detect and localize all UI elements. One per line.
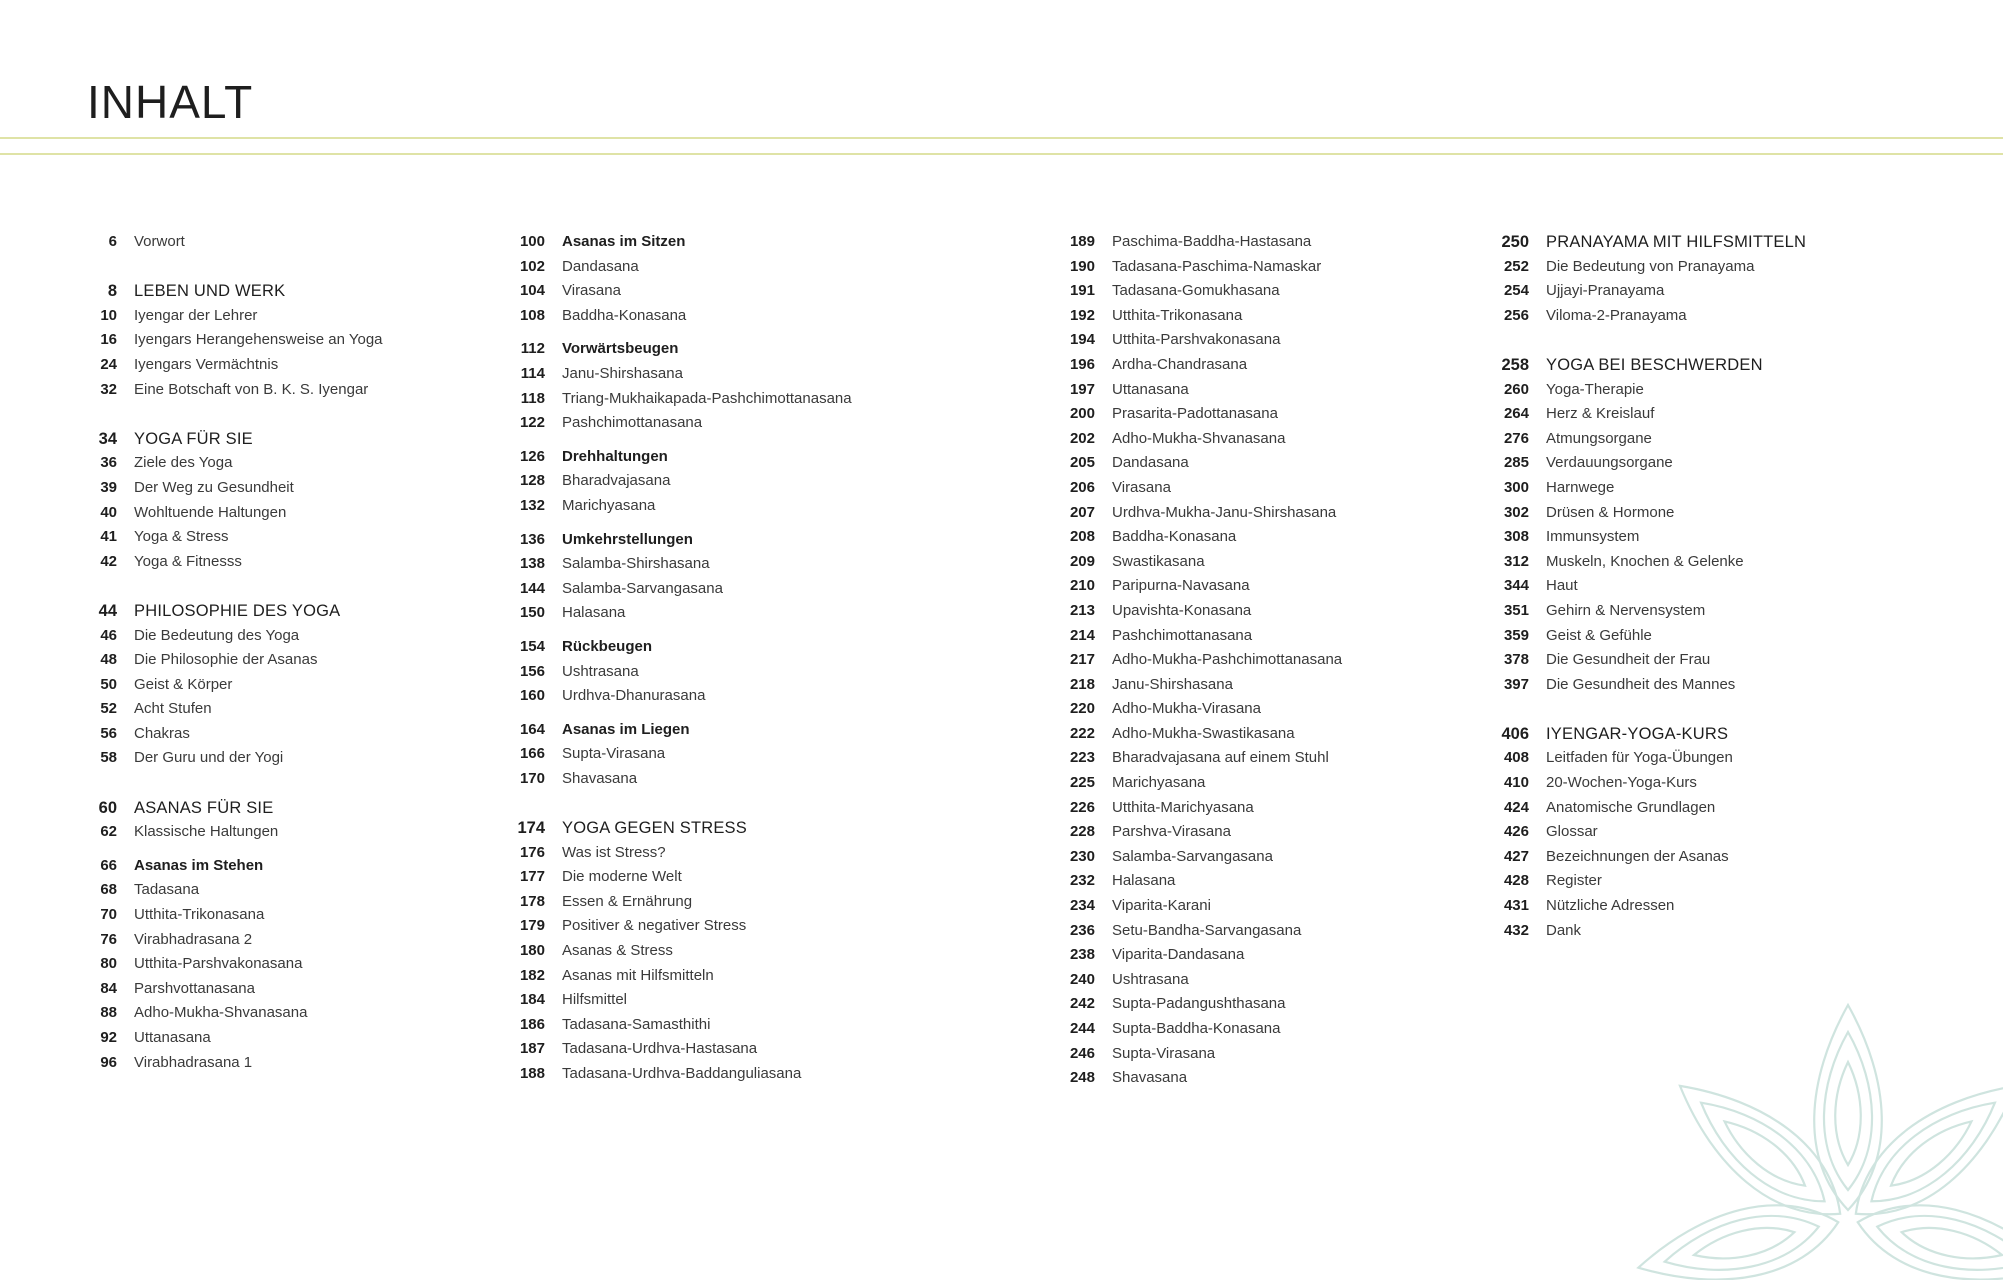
toc-label: Upavishta-Konasana: [1112, 601, 1252, 619]
toc-label: Paripurna-Navasana: [1112, 577, 1250, 595]
toc-label: Dandasana: [562, 257, 639, 275]
toc-page-number: 62: [100, 823, 117, 841]
toc-label: Adho-Mukha-Shvanasana: [134, 1004, 308, 1022]
toc-label: Bharadvajasana: [562, 472, 671, 490]
toc-label: Viparita-Karani: [1112, 897, 1211, 915]
toc-label: Yoga-Therapie: [1546, 380, 1644, 398]
toc-page-number: 154: [519, 637, 545, 655]
toc-label: Herz & Kreislauf: [1546, 405, 1655, 423]
toc-page-number: 236: [1069, 921, 1095, 939]
toc-label: Die Bedeutung des Yoga: [134, 626, 300, 644]
toc-page-number: 256: [1503, 306, 1529, 324]
toc-label: Parshvottanasana: [134, 979, 255, 997]
toc-page-number: 150: [519, 604, 545, 622]
toc-label: Die Gesundheit des Mannes: [1546, 675, 1736, 693]
toc-page-number: 210: [1069, 577, 1095, 595]
toc-label: Viparita-Dandasana: [1112, 946, 1245, 964]
toc-page-number: 359: [1503, 626, 1529, 644]
toc-page-number: 424: [1503, 798, 1529, 816]
toc-page-number: 44: [98, 601, 117, 620]
toc-label: LEBEN UND WERK: [134, 282, 286, 301]
toc-label: Setu-Bandha-Sarvangasana: [1112, 921, 1302, 939]
toc-label: Paschima-Baddha-Hastasana: [1112, 233, 1312, 250]
toc-label: Eine Botschaft von B. K. S. Iyengar: [134, 380, 369, 398]
toc-label: Bharadvajasana auf einem Stuhl: [1112, 749, 1329, 767]
toc-page-number: 351: [1503, 601, 1529, 619]
toc-label: Urdhva-Mukha-Janu-Shirshasana: [1112, 503, 1337, 521]
toc-page-number: 10: [100, 306, 117, 324]
toc-page-number: 196: [1069, 355, 1095, 373]
toc-label: Asanas im Sitzen: [562, 233, 686, 250]
toc-label: Marichyasana: [1112, 774, 1206, 792]
toc-page-number: 179: [519, 917, 545, 935]
header-rule-top: [0, 137, 2003, 139]
toc-label: Pashchimottanasana: [562, 414, 703, 432]
toc-page-number: 126: [519, 447, 545, 465]
toc-page-number: 186: [519, 1015, 545, 1033]
toc-label: Parshva-Virasana: [1112, 823, 1231, 841]
toc-label: Atmungsorgane: [1546, 429, 1652, 447]
toc-label: Iyengars Herangehensweise an Yoga: [134, 331, 383, 349]
toc-page-number: 108: [519, 306, 545, 324]
toc-page-number: 52: [100, 700, 117, 718]
toc-page-number: 209: [1069, 552, 1095, 570]
toc-page-number: 238: [1069, 946, 1095, 964]
toc-page-number: 96: [100, 1053, 117, 1071]
toc-page-number: 176: [519, 843, 545, 861]
toc-page-number: 200: [1069, 405, 1095, 423]
toc-page-number: 100: [519, 233, 545, 250]
toc-page-number: 187: [519, 1040, 545, 1058]
toc-page-number: 194: [1069, 331, 1095, 349]
toc-page-number: 48: [100, 651, 117, 669]
toc-page-number: 16: [100, 331, 117, 349]
toc-label: Muskeln, Knochen & Gelenke: [1546, 552, 1744, 570]
toc-label: Pashchimottanasana: [1112, 626, 1253, 644]
toc-label: IYENGAR-YOGA-KURS: [1546, 724, 1729, 743]
toc-label: Swastikasana: [1112, 552, 1205, 570]
toc-page-number: 222: [1069, 724, 1095, 742]
toc-page-number: 136: [519, 530, 545, 548]
toc-label: Viloma-2-Pranayama: [1546, 306, 1687, 324]
toc-label: Acht Stufen: [134, 700, 212, 718]
toc-page-number: 232: [1069, 872, 1095, 890]
toc-page-number: 344: [1503, 577, 1529, 595]
toc-label: Register: [1546, 872, 1602, 890]
toc-page-number: 258: [1501, 355, 1529, 374]
toc-label: Drehhaltungen: [562, 447, 668, 465]
toc-page-number: 225: [1069, 774, 1095, 792]
toc-label: Tadasana-Paschima-Namaskar: [1112, 257, 1322, 275]
toc-label: Glossar: [1546, 823, 1598, 841]
toc-label: Die Gesundheit der Frau: [1546, 651, 1711, 669]
toc-page-number: 312: [1503, 552, 1529, 570]
toc-page-number: 180: [519, 942, 545, 960]
toc-page-number: 104: [519, 282, 545, 300]
toc-page-number: 39: [100, 478, 117, 496]
toc-label: Utthita-Trikonasana: [1112, 306, 1243, 324]
toc-label: YOGA GEGEN STRESS: [562, 819, 747, 838]
toc-page-number: 189: [1069, 233, 1095, 250]
toc-page-number: 112: [520, 340, 545, 358]
toc-page-number: 34: [98, 429, 117, 448]
toc-page-number: 218: [1069, 675, 1095, 693]
toc-label: Asanas & Stress: [562, 942, 673, 960]
toc-label: Iyengars Vermächtnis: [134, 355, 279, 373]
toc-page-number: 122: [519, 414, 545, 432]
toc-page-number: 156: [519, 662, 545, 680]
toc-label: Salamba-Sarvangasana: [1112, 847, 1273, 865]
toc-page-number: 114: [520, 364, 545, 382]
toc-label: Yoga & Stress: [134, 528, 229, 546]
toc-page-number: 118: [520, 389, 545, 407]
toc-page-number: 191: [1069, 282, 1095, 300]
toc-page-number: 178: [519, 892, 545, 910]
toc-label: Immunsystem: [1546, 528, 1640, 546]
toc-label: Tadasana-Urdhva-Hastasana: [562, 1040, 758, 1058]
toc-page-number: 84: [100, 979, 117, 997]
toc-page-number: 144: [519, 579, 545, 597]
toc-page-number: 197: [1069, 380, 1095, 398]
toc-label: Virabhadrasana 1: [134, 1053, 253, 1071]
toc-label: Utthita-Trikonasana: [134, 906, 265, 924]
toc-page-number: 432: [1503, 921, 1529, 939]
toc-label: Was ist Stress?: [562, 843, 666, 861]
toc-label: Prasarita-Padottanasana: [1112, 405, 1278, 423]
toc-page-number: 58: [100, 749, 117, 767]
toc-page-number: 41: [100, 528, 117, 546]
toc-label: Umkehrstellungen: [562, 530, 693, 548]
toc-label: Tadasana-Urdhva-Baddanguliasana: [562, 1065, 802, 1082]
toc-page-number: 285: [1503, 454, 1529, 472]
toc-label: Ardha-Chandrasana: [1112, 355, 1248, 373]
toc-label: Dank: [1546, 921, 1582, 939]
toc-page-number: 40: [100, 503, 117, 521]
toc-page-number: 60: [98, 798, 117, 817]
toc-label: Asanas im Stehen: [134, 856, 264, 874]
toc-label: Verdauungsorgane: [1546, 454, 1673, 472]
toc-page-number: 207: [1069, 503, 1095, 521]
toc-label: YOGA BEI BESCHWERDEN: [1546, 355, 1763, 374]
toc-page-number: 240: [1069, 970, 1095, 988]
toc-page-number: 80: [100, 955, 117, 973]
toc-label: Asanas mit Hilfsmitteln: [562, 966, 714, 984]
toc-label: Halasana: [1112, 872, 1176, 890]
toc-label: Anatomische Grundlagen: [1546, 798, 1716, 816]
toc-label: Salamba-Shirshasana: [562, 555, 710, 573]
toc-label: Ushtrasana: [562, 662, 639, 680]
toc-label: Drüsen & Hormone: [1546, 503, 1675, 521]
header-rule-bottom: [0, 153, 2003, 155]
toc-page-number: 406: [1501, 724, 1529, 743]
toc-label: PHILOSOPHIE DES YOGA: [134, 601, 341, 620]
toc-page-number: 42: [100, 552, 117, 570]
toc-page-number: 408: [1503, 749, 1529, 767]
toc-page-number: 192: [1069, 306, 1095, 324]
toc-label: Adho-Mukha-Swastikasana: [1112, 724, 1295, 742]
toc-page-number: 260: [1503, 380, 1529, 398]
toc-label: Utthita-Marichyasana: [1112, 798, 1254, 816]
toc-page-number: 248: [1069, 1069, 1095, 1087]
toc-label: Ushtrasana: [1112, 970, 1189, 988]
toc-label: Shavasana: [562, 769, 638, 787]
toc-page-number: 223: [1069, 749, 1095, 767]
toc-label: Adho-Mukha-Pashchimottanasana: [1112, 651, 1343, 669]
toc-label: Supta-Baddha-Konasana: [1112, 1020, 1281, 1037]
toc-page-number: 410: [1503, 774, 1529, 792]
toc-label: Nützliche Adressen: [1546, 897, 1675, 915]
toc-page-number: 246: [1069, 1044, 1095, 1062]
toc-label: PRANAYAMA MIT HILFSMITTELN: [1546, 233, 1807, 251]
toc-label: Baddha-Konasana: [562, 306, 687, 324]
toc-page-number: 378: [1503, 651, 1529, 669]
toc-label: Die Philosophie der Asanas: [134, 651, 318, 669]
toc-page-number: 242: [1069, 995, 1095, 1013]
toc-page-number: 308: [1503, 528, 1529, 546]
toc-label: Baddha-Konasana: [1112, 528, 1237, 546]
toc-page-number: 202: [1069, 429, 1095, 447]
toc-page-number: 68: [100, 881, 117, 899]
toc-page-number: 70: [100, 906, 117, 924]
toc-label: Janu-Shirshasana: [1112, 675, 1233, 693]
toc-label: Tadasana-Samasthithi: [562, 1015, 711, 1033]
toc-label: Supta-Virasana: [562, 745, 666, 763]
toc-page-number: 276: [1503, 429, 1529, 447]
toc-label: Ujjayi-Pranayama: [1546, 282, 1665, 300]
toc-label: Triang-Mukhaikapada-Pashchimottanasana: [562, 389, 852, 407]
toc-label: Virabhadrasana 2: [134, 930, 253, 948]
toc-label: Iyengar der Lehrer: [134, 306, 258, 324]
toc-page-number: 6: [108, 233, 117, 250]
toc-label: Uttanasana: [134, 1029, 211, 1046]
toc-label: Marichyasana: [562, 496, 656, 514]
toc-page-number: 36: [100, 454, 117, 472]
toc-page-number: 214: [1069, 626, 1095, 644]
toc-page-number: 234: [1069, 897, 1095, 915]
toc-label: Utthita-Parshvakonasana: [1112, 331, 1281, 349]
toc-page-number: 88: [100, 1004, 117, 1022]
toc-label: Essen & Ernährung: [562, 892, 693, 910]
toc-label: Hilfsmittel: [562, 991, 628, 1009]
toc-page-number: 426: [1503, 823, 1529, 841]
toc-label: Urdhva-Dhanurasana: [562, 687, 706, 705]
lotus-ornament-icon: [1613, 920, 2003, 1280]
toc-label: Bezeichnungen der Asanas: [1546, 847, 1729, 865]
toc-page-number: 164: [519, 720, 545, 738]
toc-page-number: 24: [100, 355, 117, 373]
toc-label: Die moderne Welt: [562, 868, 682, 886]
toc-page-number: 184: [519, 991, 545, 1009]
toc-page-number: 190: [1069, 257, 1095, 275]
toc-page-number: 182: [519, 966, 545, 984]
toc-label: Ziele des Yoga: [134, 454, 233, 472]
toc-label: Haut: [1546, 577, 1578, 595]
toc-label: YOGA FÜR SIE: [134, 429, 253, 448]
toc-page-number: 252: [1503, 257, 1529, 275]
toc-label: Adho-Mukha-Virasana: [1112, 700, 1261, 718]
toc-page-number: 166: [519, 745, 545, 763]
toc-label: Vorwärtsbeugen: [562, 340, 679, 358]
toc-label: Adho-Mukha-Shvanasana: [1112, 429, 1286, 447]
toc-label: Asanas im Liegen: [562, 720, 690, 738]
toc-page-number: 170: [519, 769, 545, 787]
toc-label: Uttanasana: [1112, 380, 1189, 398]
toc-label: 20-Wochen-Yoga-Kurs: [1546, 774, 1697, 792]
toc-label: Shavasana: [1112, 1069, 1188, 1087]
toc-label: Geist & Gefühle: [1546, 626, 1652, 644]
toc-page-number: 8: [107, 282, 117, 301]
toc-label: Der Weg zu Gesundheit: [134, 478, 294, 496]
toc-page-number: 230: [1069, 847, 1095, 865]
toc-label: Leitfaden für Yoga-Übungen: [1546, 749, 1733, 767]
toc-page-number: 264: [1503, 405, 1529, 423]
toc-page-number: 102: [519, 257, 545, 275]
toc-page-number: 431: [1503, 897, 1529, 915]
toc-label: Yoga & Fitnesss: [134, 552, 242, 570]
toc-page-number: 205: [1069, 454, 1095, 472]
toc-label: Der Guru und der Yogi: [134, 749, 284, 767]
toc-label: Supta-Padangushthasana: [1112, 995, 1286, 1013]
toc-page-number: 397: [1503, 675, 1529, 693]
toc-label: Geist & Körper: [134, 675, 233, 693]
toc-page-number: 302: [1503, 503, 1529, 521]
toc-page-number: 217: [1069, 651, 1095, 669]
toc-page-number: 427: [1503, 847, 1529, 865]
toc-page-number: 220: [1069, 700, 1095, 718]
toc-page-number: 32: [100, 380, 117, 398]
toc-page-number: 160: [519, 687, 545, 705]
toc-page-number: 66: [100, 856, 117, 874]
toc-page-number: 56: [100, 724, 117, 742]
toc-page-number: 428: [1503, 872, 1529, 890]
toc-label: Klassische Haltungen: [134, 823, 279, 841]
lotus-petals: [1631, 1005, 2003, 1280]
toc-page-number: 92: [100, 1029, 117, 1046]
toc-label: Supta-Virasana: [1112, 1044, 1216, 1062]
toc-label: Janu-Shirshasana: [562, 364, 683, 382]
toc-page-number: 213: [1069, 601, 1095, 619]
toc-page-number: 254: [1503, 282, 1529, 300]
toc-label: Wohltuende Haltungen: [134, 503, 287, 521]
toc-label: Chakras: [134, 724, 190, 742]
toc-page-number: 300: [1503, 478, 1529, 496]
toc-label: Dandasana: [1112, 454, 1189, 472]
toc-page-number: 206: [1069, 478, 1095, 496]
toc-page-number: 128: [519, 472, 545, 490]
toc-label: ASANAS FÜR SIE: [134, 798, 274, 817]
toc-page-number: 228: [1069, 823, 1095, 841]
toc-label: Harnwege: [1546, 478, 1615, 496]
toc-page-number: 177: [519, 868, 545, 886]
toc-page-number: 138: [519, 555, 545, 573]
toc-label: Positiver & negativer Stress: [562, 917, 747, 935]
toc-page-number: 174: [517, 819, 545, 838]
toc-page-number: 250: [1501, 233, 1529, 251]
toc-label: Virasana: [562, 282, 621, 300]
toc-label: Gehirn & Nervensystem: [1546, 601, 1706, 619]
toc-label: Halasana: [562, 604, 626, 622]
toc-page-number: 226: [1069, 798, 1095, 816]
toc-label: Tadasana-Gomukhasana: [1112, 282, 1280, 300]
toc-page-number: 208: [1069, 528, 1095, 546]
toc-label: Tadasana: [134, 881, 200, 899]
toc-label: Die Bedeutung von Pranayama: [1546, 257, 1755, 275]
toc-page-number: 132: [519, 496, 545, 514]
toc-label: Salamba-Sarvangasana: [562, 579, 723, 597]
toc-page-number: 188: [519, 1065, 545, 1082]
toc-label: Utthita-Parshvakonasana: [134, 955, 303, 973]
toc-page-number: 244: [1069, 1020, 1095, 1037]
page-title: INHALT: [87, 76, 254, 128]
toc-page-number: 46: [100, 626, 117, 644]
toc-page-number: 50: [100, 675, 117, 693]
toc-page-number: 76: [100, 930, 117, 948]
toc-label: Virasana: [1112, 478, 1171, 496]
toc-label: Vorwort: [134, 233, 185, 250]
toc-label: Rückbeugen: [562, 637, 653, 655]
